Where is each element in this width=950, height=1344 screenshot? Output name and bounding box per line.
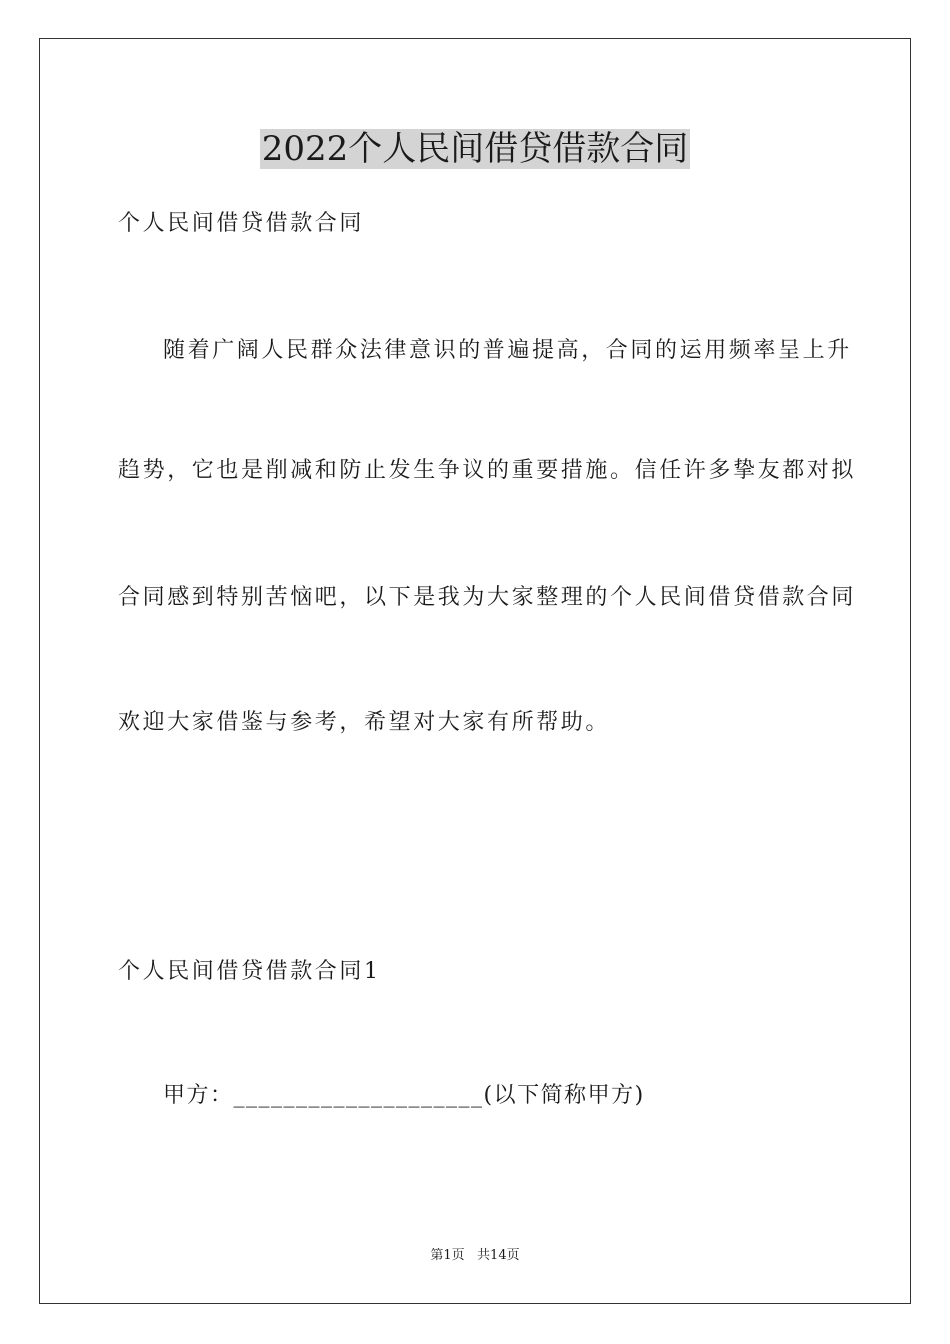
section-heading: 个人民间借贷借款合同1 [118, 959, 381, 984]
document-title-text: 2022个人民间借贷借款合同 [261, 129, 689, 169]
page-footer: 第1页 共14页 [430, 1248, 520, 1263]
intro-line-2: 趋势，它也是削减和防止发生争议的重要措施。信任许多挚友都对拟 [118, 458, 857, 483]
party-a-line: 甲方：____________________(以下简称甲方) [163, 1083, 645, 1108]
intro-line-1: 随着广阔人民群众法律意识的普遍提高，合同的运用频率呈上升 [163, 338, 852, 363]
document-subtitle: 个人民间借贷借款合同 [118, 211, 365, 236]
intro-line-4: 欢迎大家借鉴与参考，希望对大家有所帮助。 [118, 710, 611, 735]
intro-line-3: 合同感到特别苦恼吧，以下是我为大家整理的个人民间借贷借款合同 [118, 585, 857, 610]
document-title [0, 124, 950, 174]
